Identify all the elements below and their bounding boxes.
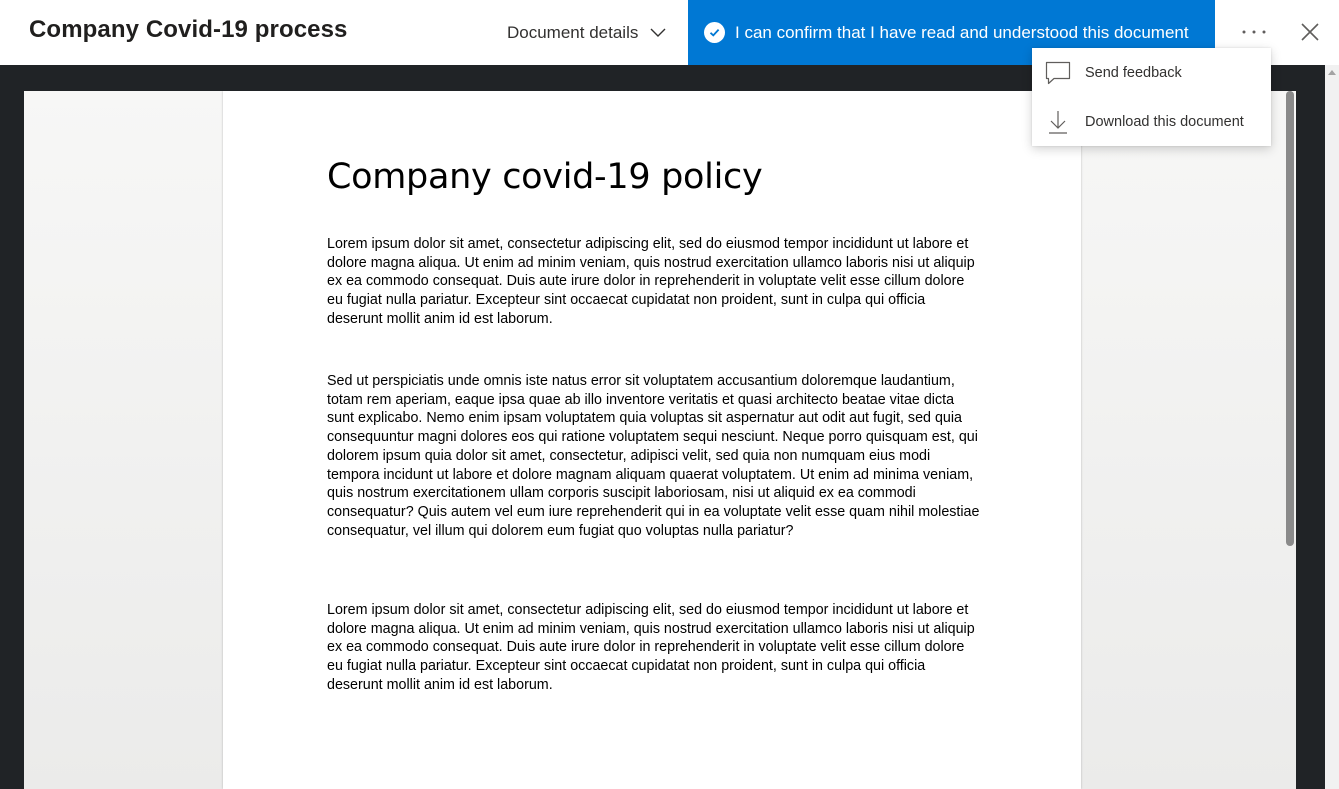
document-scrollbar-thumb[interactable] xyxy=(1286,91,1294,546)
document-paragraph: Lorem ipsum dolor sit amet, consectetur adipiscing elit, sed do eiusmod tempor incididunt ut labore et dolore magna aliqua. Ut enim ad minim veniam, quis nostrud exercitation ullamco laboris nisi ut aliquip ex ea commodo consequat. Duis aute irure dolor in reprehenderit in voluptate velit esse cillum dolore eu fugiat nulla pariatur. Excepteur sint occaecat cupidatat non proident, sunt in culpa qui officia deserunt mollit anim id est laborum. xyxy=(327,602,975,693)
close-button[interactable] xyxy=(1292,14,1328,50)
checkmark-icon xyxy=(704,22,725,43)
window-scrollbar[interactable] xyxy=(1325,65,1339,789)
more-dots-icon xyxy=(1241,29,1267,35)
document-details-label: Document details xyxy=(507,22,639,42)
document-paragraph: Lorem ipsum dolor sit amet, consectetur adipiscing elit, sed do eiusmod tempor incididunt ut labore et dolore magna aliqua. Ut enim ad minim veniam, quis nostrud exercitation ullamco laboris nisi ut aliquip ex ea commodo consequat. Duis aute irure dolor in reprehenderit in voluptate velit esse cillum dolore eu fugiat nulla pariatur. Excepteur sint occaecat cupidatat non proident, sunt in culpa qui officia deserunt mollit anim id est laborum. xyxy=(327,236,975,327)
document-viewer[interactable] xyxy=(24,91,1296,789)
confirm-read-label: I can confirm that I have read and understood this document xyxy=(735,22,1189,42)
document-paragraph: Sed ut perspiciatis unde omnis iste natus error sit voluptatem accusantium doloremque laudantium, totam rem aperiam, eaque ipsa quae ab illo inventore veritatis et quasi architecto beatae vitae dicta sunt explicabo. Nemo enim ipsam voluptatem quia voluptas sit aspernatur aut odit aut fugit, sed quia consequuntur magni dolores eos qui ratione voluptatem sequi nesciunt. Neque porro quisquam est, qui dolorem ipsum quia dolor sit amet, consectetur, adipisci velit, sed quia non numquam eius modi tempora incidunt ut labore et dolore magnam aliquam quaerat voluptatem. Ut enim ad minima veniam, quis nostrum exercitationem ullam corporis suscipit laboriosam, nisi ut aliquid ex ea commodi consequatur? Quis autem vel eum iure reprehenderit qui in ea voluptate velit esse quam nihil molestiae consequatur, vel illum qui dolorem eum fugiat quo voluptas nulla pariatur? xyxy=(327,373,980,539)
more-options-button[interactable] xyxy=(1236,14,1272,50)
document-page xyxy=(223,91,1081,789)
more-options-menu xyxy=(1032,48,1271,146)
menu-item-send-feedback[interactable] xyxy=(1032,48,1271,97)
menu-item-download-document[interactable] xyxy=(1032,97,1271,146)
document-title: Company covid-19 policy xyxy=(327,157,763,197)
close-icon xyxy=(1301,23,1319,41)
document-details-button[interactable] xyxy=(492,0,681,65)
download-icon xyxy=(1045,109,1071,135)
chevron-down-icon xyxy=(650,28,666,38)
menu-item-label: Send feedback xyxy=(1085,64,1182,81)
comment-icon xyxy=(1045,60,1071,86)
page-title: Company Covid-19 process xyxy=(29,16,348,43)
menu-item-label: Download this document xyxy=(1085,113,1244,130)
scroll-up-arrow-icon[interactable] xyxy=(1328,70,1336,75)
